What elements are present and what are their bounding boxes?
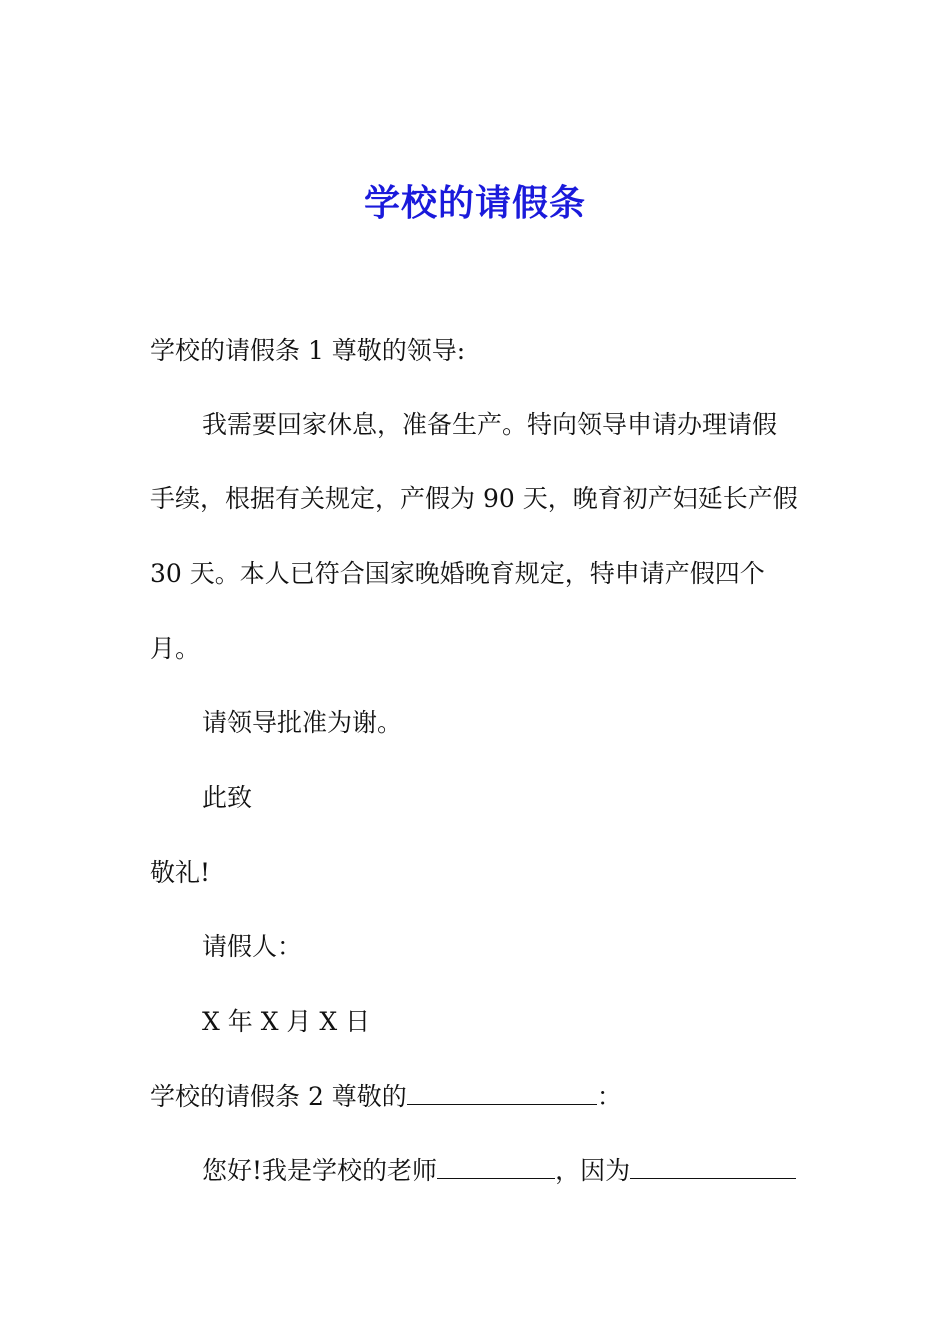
- section2-reason-text: ，因为: [555, 1156, 631, 1185]
- document-title: 学校的请假条: [363, 182, 586, 224]
- section2-heading-colon: ：: [596, 1082, 622, 1111]
- reason-blank: [630, 1156, 796, 1179]
- closing-line: 此致: [202, 783, 253, 812]
- section1-paragraph-line: 手续，根据有关规定，产假为 90 天，晚育初产妇延长产假: [150, 484, 798, 513]
- section1-request-line: 请领导批准为谢。: [202, 708, 403, 737]
- section2-greeting-text: 您好!我是学校的老师: [202, 1156, 438, 1185]
- signature-label: 请假人：: [202, 932, 303, 961]
- section1-paragraph-line: 我需要回家休息，准备生产。特向领导申请办理请假: [202, 410, 778, 439]
- teacher-name-blank: [437, 1156, 555, 1179]
- section2-paragraph-line: [202, 1154, 796, 1188]
- section1-paragraph-line: 30 天。本人已符合国家晚婚晚育规定，特申请产假四个: [150, 559, 765, 588]
- section2-heading: [150, 1080, 622, 1114]
- date-line: X 年 X 月 X 日: [202, 1007, 371, 1036]
- closing-salute: 敬礼!: [150, 858, 211, 887]
- recipient-blank: [407, 1082, 597, 1105]
- section1-heading: 学校的请假条 1 尊敬的领导:: [150, 336, 466, 365]
- section1-paragraph-line: 月。: [150, 634, 201, 663]
- section2-heading-text: 学校的请假条 2 尊敬的: [150, 1082, 407, 1111]
